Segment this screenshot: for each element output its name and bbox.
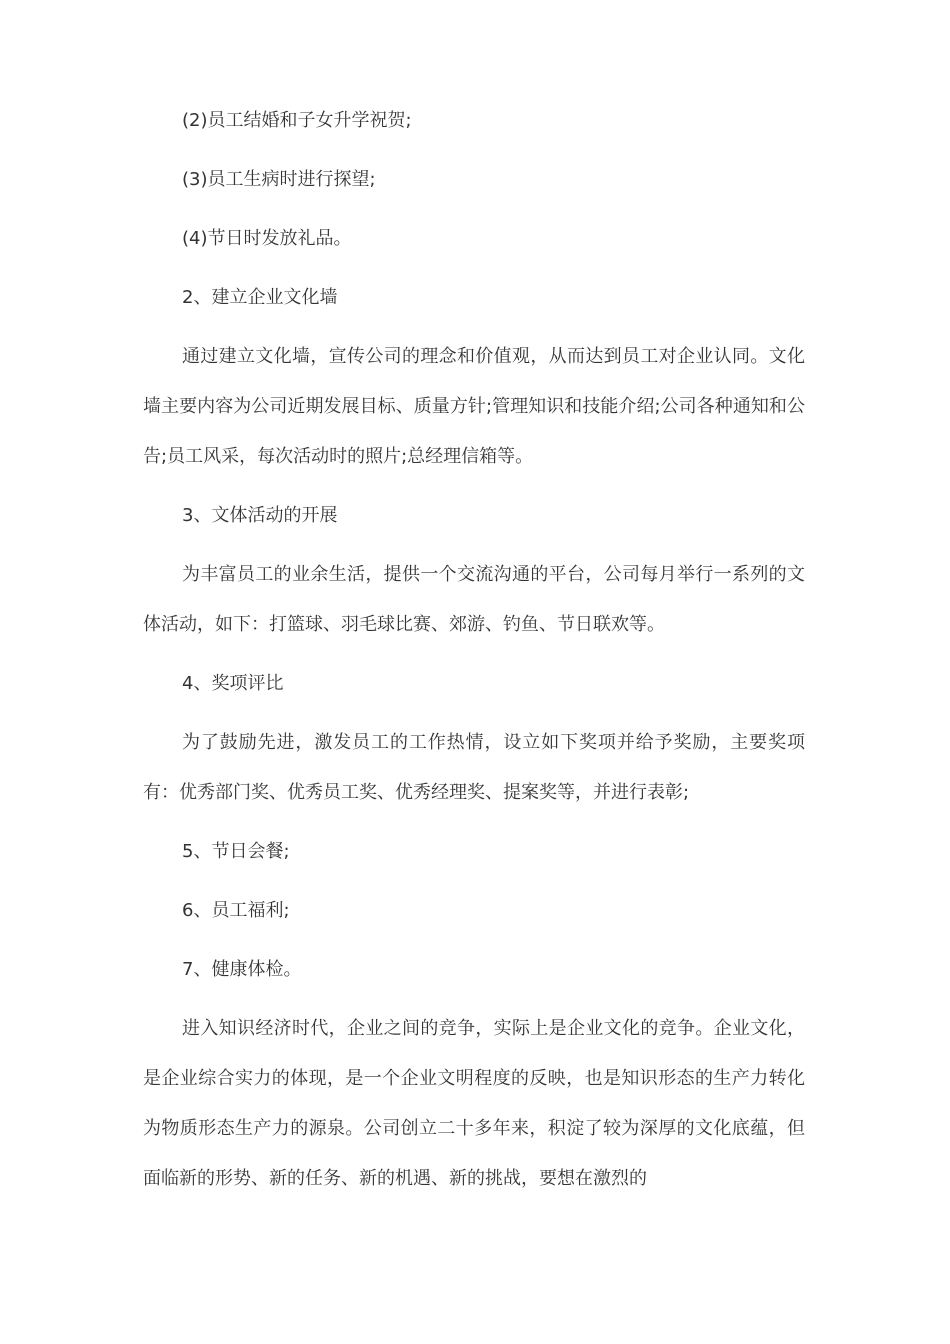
section-heading-sports-activities: 3、文体活动的开展 — [182, 505, 338, 526]
section-heading-holiday-dinner: 5、节日会餐; — [182, 841, 290, 862]
paragraph-sports-activities: 为丰富员工的业余生活，提供一个交流沟通的平台，公司每月举行一系列的文体活动，如下：打篮球、羽毛球比赛、郊游、钓鱼、节日联欢等。 — [143, 564, 805, 635]
paragraph-sick-visit: (3)员工生病时进行探望; — [182, 169, 376, 190]
paragraph-culture-wall: 通过建立文化墙，宣传公司的理念和价值观，从而达到员工对企业认同。文化墙主要内容为公司近期发展目标、质量方针;管理知识和技能介绍;公司各种通知和公告;员工风采，每次活动时的照片;总经理信箱等。 — [143, 346, 805, 467]
paragraph-holiday-gifts: (4)节日时发放礼品。 — [182, 228, 352, 249]
document-body — [143, 96, 805, 1204]
paragraph-knowledge-economy: 进入知识经济时代，企业之间的竞争，实际上是企业文化的竞争。企业文化，是企业综合实力的体现，是一个企业文明程度的反映，也是知识形态的生产力转化为物质形态生产力的源泉。公司创立二十多年来，积淀了较为深厚的文化底蕴，但面临新的形势、新的任务、新的机遇、新的挑战，要想在激烈的 — [143, 1018, 805, 1189]
section-heading-awards: 4、奖项评比 — [182, 673, 284, 694]
paragraph-wedding-congratulations: (2)员工结婚和子女升学祝贺; — [182, 110, 412, 131]
section-heading-health-checkup: 7、健康体检。 — [182, 959, 302, 980]
section-heading-culture-wall: 2、建立企业文化墙 — [182, 287, 338, 308]
paragraph-awards: 为了鼓励先进，激发员工的工作热情，设立如下奖项并给予奖励，主要奖项有：优秀部门奖、优秀员工奖、优秀经理奖、提案奖等，并进行表彰; — [143, 732, 805, 803]
section-heading-employee-welfare: 6、员工福利; — [182, 900, 290, 921]
